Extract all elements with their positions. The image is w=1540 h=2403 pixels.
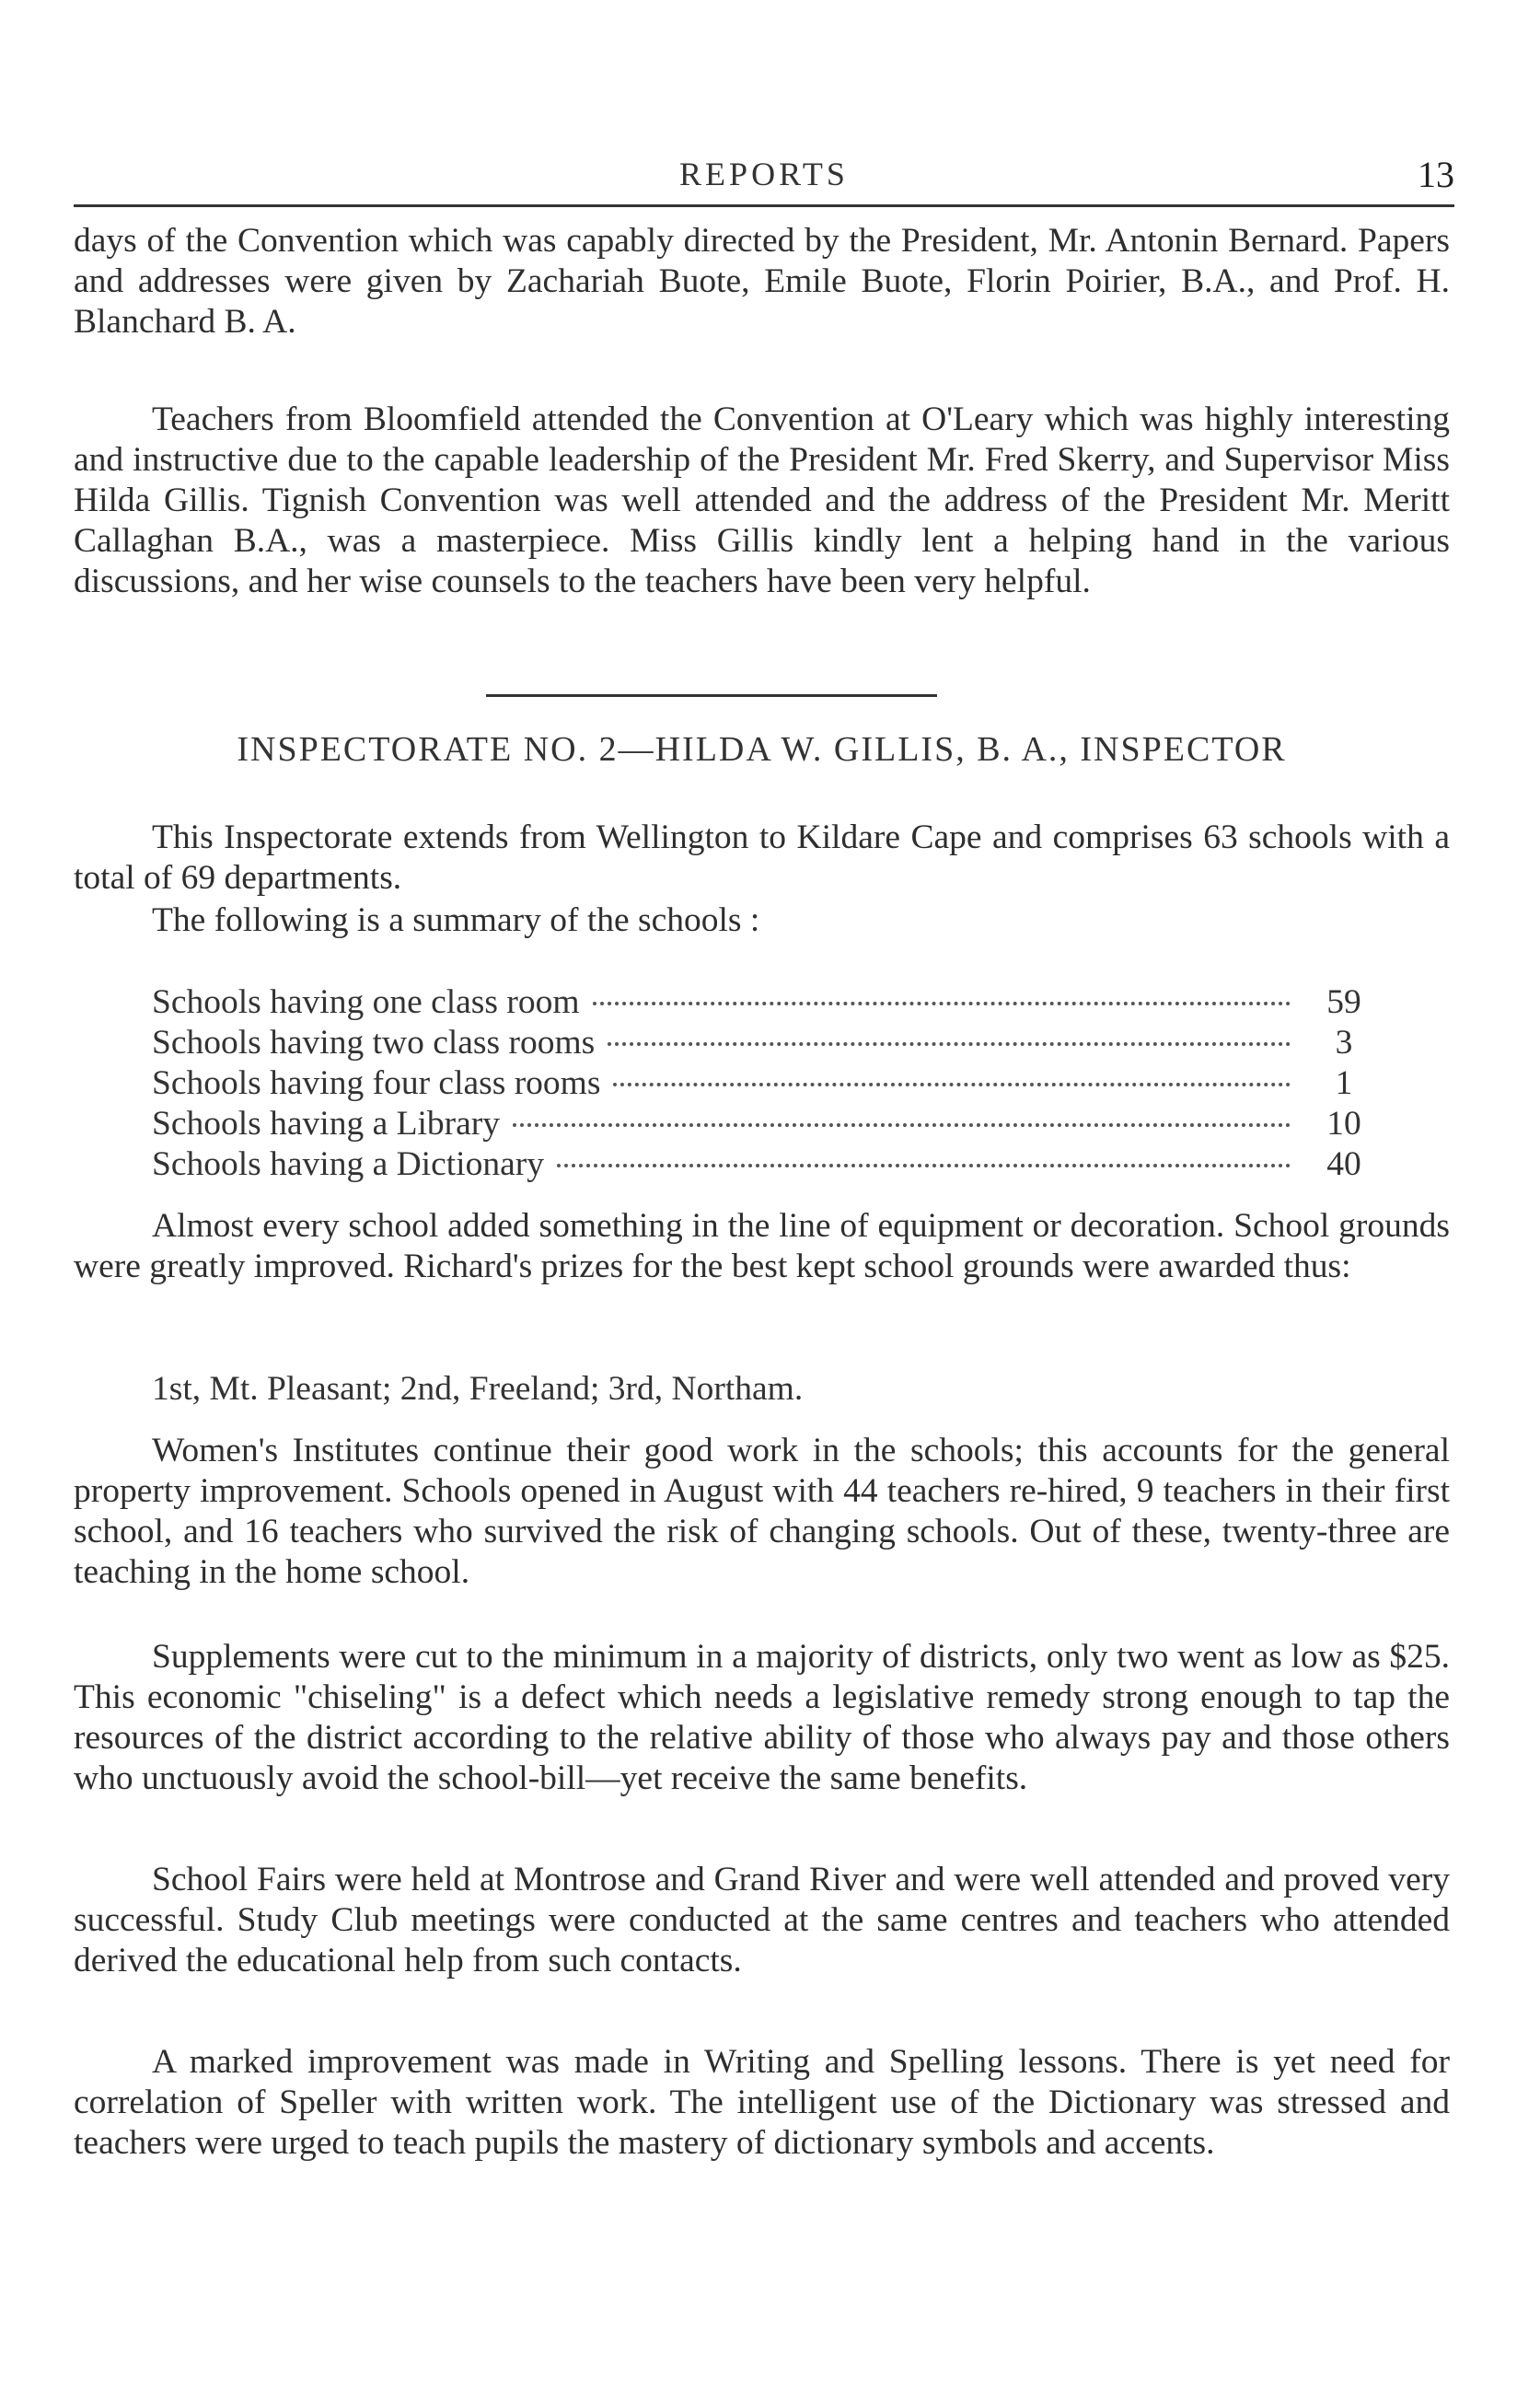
summary-row bbox=[152, 1063, 1381, 1104]
dot-leader bbox=[608, 1042, 1291, 1046]
section-heading: INSPECTORATE NO. 2—HILDA W. GILLIS, B. A., INSPECTOR bbox=[237, 730, 1287, 769]
schools-summary-list bbox=[152, 982, 1381, 1185]
summary-value: 3 bbox=[1335, 1024, 1353, 1062]
teachers-paragraph: Teachers from Bloomfield attended the Convention at O'Leary which was highly interesting and instructive due to the capable leadership of the President Mr. Fred Skerry, and Supervisor Miss Hilda Gillis. Tignish Convention was well attended and the address of the President Mr. Meritt Callaghan B.A., was a masterpiece. Miss Gillis kindly lent a helping hand in the various discussions, and her wise counsels to the teachers have been very helpful. bbox=[74, 400, 1450, 600]
summary-value: 1 bbox=[1335, 1064, 1353, 1102]
running-title: REPORTS bbox=[679, 156, 849, 192]
summary-label: Schools having two class rooms bbox=[152, 1024, 596, 1062]
summary-label: Schools having a Dictionary bbox=[152, 1145, 544, 1183]
summary-label: Schools having four class rooms bbox=[152, 1064, 601, 1102]
inspectorate-intro: This Inspectorate extends from Wellington to Kildare Cape and comprises 63 schools with a total of 69 departments. bbox=[74, 818, 1450, 897]
summary-row bbox=[152, 1104, 1381, 1144]
equipment-paragraph: Almost every school added something in the line of equipment or decoration. School grounds were greatly improved. Richard's prizes for the best kept school grounds were awarded thus: bbox=[74, 1207, 1450, 1285]
prize-winners: 1st, Mt. Pleasant; 2nd, Freeland; 3rd, Northam. bbox=[152, 1370, 804, 1408]
dot-leader bbox=[593, 1002, 1291, 1005]
summary-value: 59 bbox=[1326, 983, 1361, 1021]
institutes-paragraph: Women's Institutes continue their good work in the schools; this accounts for the general property improvement. Schools opened in August with 44 teachers re-hired, 9 teachers in their first school, and 16 teachers who survived the risk of changing schools. Out of these, twenty-three are teaching in the home school. bbox=[74, 1432, 1450, 1591]
fairs-paragraph: School Fairs were held at Montrose and Grand River and were well attended and proved very successful. Study Club meetings were conducted at the same centres and teachers who attended derived the educational help from such contacts. bbox=[74, 1861, 1450, 1979]
summary-value: 40 bbox=[1326, 1145, 1361, 1183]
header-rule bbox=[74, 204, 1454, 207]
summary-row bbox=[152, 1144, 1381, 1185]
summary-row bbox=[152, 982, 1381, 1023]
section-divider bbox=[486, 694, 937, 697]
summary-value: 10 bbox=[1326, 1105, 1361, 1143]
summary-row bbox=[152, 1023, 1381, 1063]
dot-leader bbox=[613, 1083, 1291, 1086]
summary-label: Schools having one class room bbox=[152, 983, 580, 1021]
supplements-paragraph: Supplements were cut to the minimum in a majority of districts, only two went as low as $25. This economic "chiseling" is a defect which needs a legislative remedy strong enough to tap the resources of the district according to the relative ability of those who always pay and those others who unctuously avoid the school-bill—yet receive the same benefits. bbox=[74, 1638, 1450, 1797]
summary-intro: The following is a summary of the schools : bbox=[152, 901, 760, 939]
dot-leader bbox=[557, 1164, 1291, 1167]
page-number: 13 bbox=[1418, 154, 1454, 195]
writing-paragraph: A marked improvement was made in Writing and Spelling lessons. There is yet need for correlation of Speller with written work. The intelligent use of the Dictionary was stressed and teachers were urged to teach pupils the mastery of dictionary symbols and accents. bbox=[74, 2043, 1450, 2162]
dot-leader bbox=[513, 1123, 1291, 1127]
page-header bbox=[74, 155, 1454, 208]
intro-paragraph: days of the Convention which was capably directed by the President, Mr. Antonin Bernard. Papers and addresses were given by Zachariah Buote, Emile Buote, Florin Poirier, B.A., and Prof. H. Blanchard B. A. bbox=[74, 222, 1450, 341]
summary-label: Schools having a Library bbox=[152, 1105, 501, 1143]
